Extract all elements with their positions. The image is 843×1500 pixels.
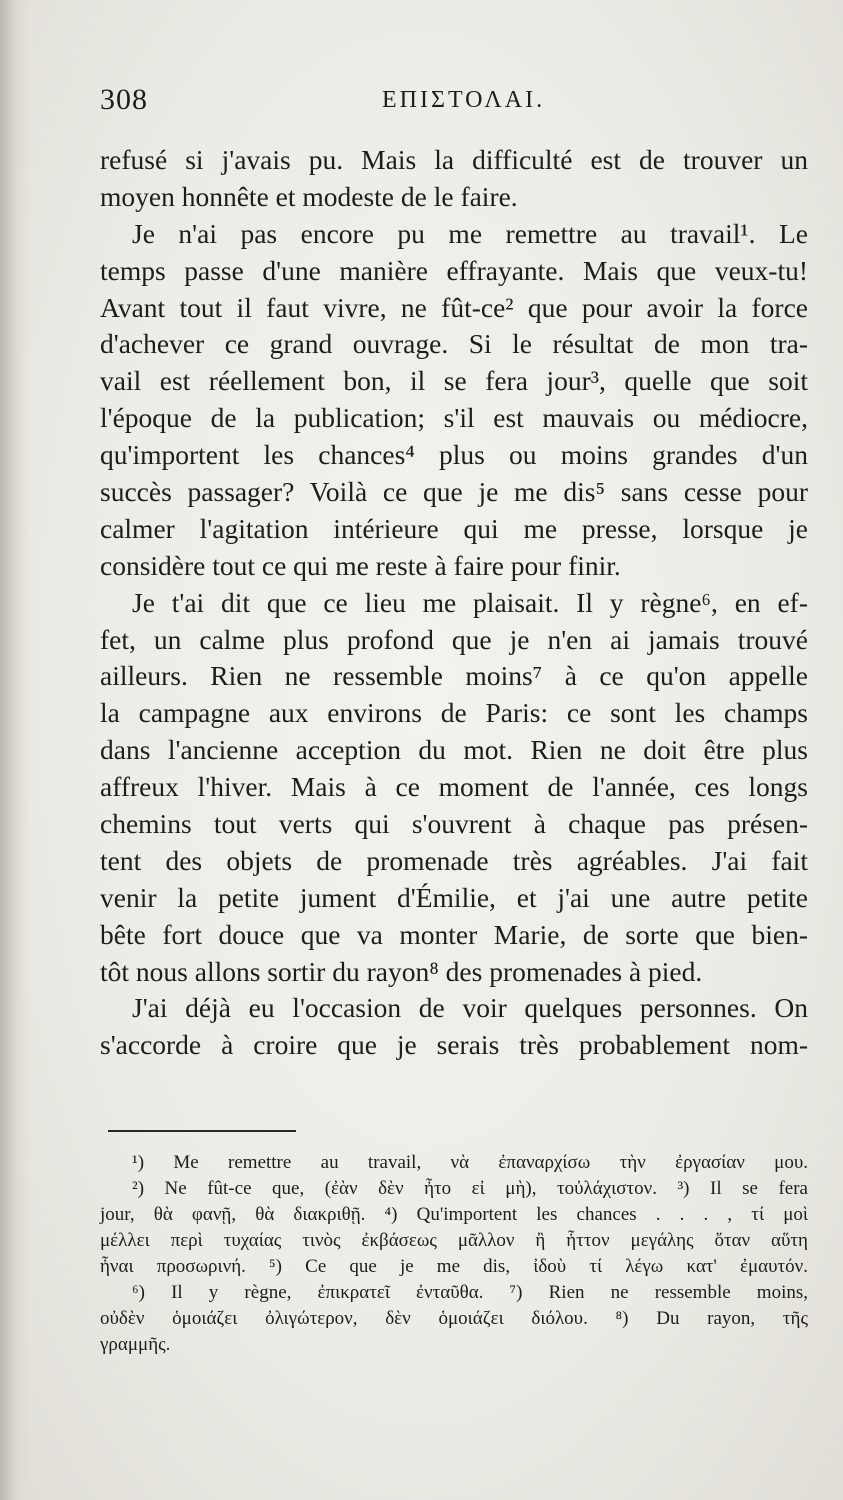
footnote-line: μέλλει περὶ τυχαίας τινὸς ἐκβάσεως μᾶλλον ἢ ἧττον μεγάλης ὅταν αὕτη <box>100 1230 808 1251</box>
body-text <box>100 142 808 1064</box>
body-line: considère tout ce qui me reste à faire pour finir. <box>100 549 621 581</box>
body-line: la campagne aux environs de Paris: ce sont les champs <box>100 697 808 729</box>
body-line: affreux l'hiver. Mais à ce moment de l'année, ces longs <box>100 771 808 803</box>
body-line: fet, un calme plus profond que je n'en ai jamais trouvé <box>100 623 808 655</box>
footnote-line: ¹) Me remettre au travail, νὰ ἐπαναρχίσω τὴν ἐργασίαν μου. <box>132 1152 808 1173</box>
running-title: ΕΠΙΣΤΟΛΑΙ. <box>382 87 546 113</box>
footnote-line: ἦναι προσωρινή. ⁵) Ce que je me dis, ἰδοὺ τί λέγω κατ' ἐμαυτόν. <box>100 1256 808 1277</box>
page-header <box>100 83 810 123</box>
body-line: chemins tout verts qui s'ouvrent à chaque pas présen- <box>100 808 808 840</box>
body-line: tôt nous allons sortir du rayon⁸ des promenades à pied. <box>100 955 703 987</box>
body-line: vail est réellement bon, il se fera jour³, quelle que soit <box>100 365 808 397</box>
body-line: qu'importent les chances⁴ plus ou moins grandes d'un <box>100 439 808 471</box>
body-line: ailleurs. Rien ne ressemble moins⁷ à ce qu'on appelle <box>100 660 808 692</box>
body-line: venir la petite jument d'Émilie, et j'ai une autre petite <box>100 881 808 913</box>
page-gutter-shadow <box>0 0 30 1500</box>
body-line: bête fort douce que va monter Marie, de sorte que bien- <box>100 918 808 950</box>
footnote-line: γραμμῆς. <box>100 1334 171 1355</box>
footnote-rule <box>108 1130 296 1132</box>
footnotes <box>100 1150 808 1358</box>
footnote-line: οὐδὲν ὁμοιάζει ὀλιγώτερον, δὲν ὁμοιάζει διόλου. ⁸) Du rayon, τῆς <box>100 1308 808 1329</box>
body-line: succès passager? Voilà ce que je me dis⁵ sans cesse pour <box>100 476 808 508</box>
body-line: l'époque de la publication; s'il est mauvais ou médiocre, <box>100 402 808 434</box>
body-line: refusé si j'avais pu. Mais la difficulté est de trouver un <box>100 144 808 175</box>
footnote-line: ⁶) Il y règne, ἐπικρατεῖ ἐνταῦθα. ⁷) Rien ne ressemble moins, <box>132 1282 808 1303</box>
body-line: dans l'ancienne acception du mot. Rien ne doit être plus <box>100 734 808 766</box>
body-line: calmer l'agitation intérieure qui me presse, lorsque je <box>100 512 808 544</box>
body-line: Je n'ai pas encore pu me remettre au travail¹. Le <box>132 217 808 249</box>
body-line: Je t'ai dit que ce lieu me plaisait. Il y règne⁶, en ef- <box>132 586 808 618</box>
body-line: s'accorde à croire que je serais très probablement nom- <box>100 1029 808 1061</box>
body-line: d'achever ce grand ouvrage. Si le résultat de mon tra- <box>100 328 808 360</box>
body-line: Avant tout il faut vivre, ne fût-ce² que pour avoir la force <box>100 291 808 323</box>
body-line: J'ai déjà eu l'occasion de voir quelques personnes. On <box>132 992 808 1024</box>
body-line: moyen honnête et modeste de le faire. <box>100 180 518 212</box>
body-line: tent des objets de promenade très agréables. J'ai fait <box>100 844 808 876</box>
page-number: 308 <box>100 83 148 116</box>
footnote-line: jour, θὰ φανῇ, θὰ διακριθῇ. ⁴) Qu'importent les chances . . . , τί μοὶ <box>100 1204 808 1225</box>
footnote-line: ²) Ne fût-ce que, (ἐὰν δὲν ἦτο εἰ μὴ), τοὐλάχιστον. ³) Il se fera <box>132 1178 808 1199</box>
body-line: temps passe d'une manière effrayante. Mais que veux-tu! <box>100 254 808 286</box>
